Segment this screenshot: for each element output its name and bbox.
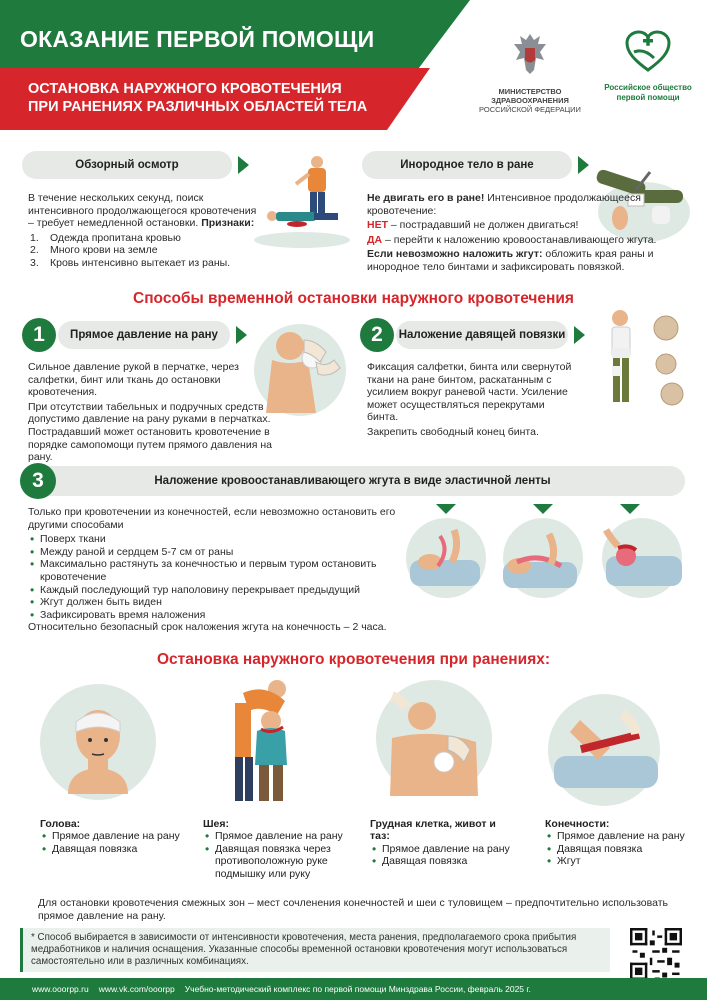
method-1-arrow-icon bbox=[236, 326, 247, 344]
poster-header bbox=[0, 0, 707, 135]
pressure-bandage-illustration bbox=[590, 308, 700, 420]
org-line-2: первой помощи bbox=[616, 93, 680, 102]
method-1-text bbox=[28, 361, 273, 466]
method-1-number: 1 bbox=[22, 318, 56, 352]
footer-site-link[interactable]: www.ooorpp.ru bbox=[32, 984, 89, 994]
list-item: • Зафиксировать время наложения bbox=[28, 609, 398, 622]
method-2-text bbox=[367, 361, 572, 441]
list-item: • Между раной и сердцем 5-7 см от раны bbox=[28, 546, 398, 559]
list-item: • Поверх ткани bbox=[28, 533, 398, 546]
tourniquet-rules-list bbox=[28, 533, 398, 621]
limb-wound-illustration bbox=[540, 690, 670, 810]
method-2-pill: Наложение давящей повязки bbox=[396, 321, 568, 349]
list-item: • Давящая повязка bbox=[545, 843, 685, 855]
heart-cross-logo-icon bbox=[624, 30, 672, 74]
poster-subtitle bbox=[28, 80, 408, 116]
footnote-text: * Способ выбирается в зависимости от интенсивности кровотечения, места ранения, предполагаемого срока прибытия медработников и наличия оснащения. Указанные способы временной остановки кровотечения могут использоваться самостоятельно или в различных комбинациях. bbox=[31, 932, 577, 967]
ministry-line-2: ЗДРАВООХРАНЕНИЯ bbox=[491, 96, 569, 105]
list-item: • Давящая повязка через противоположную руке подмышку или руку bbox=[203, 843, 358, 880]
zone-torso: Грудная клетка, живот и таз: • Прямое давление на рану • Давящая повязка bbox=[370, 818, 510, 868]
signs-list bbox=[28, 232, 260, 270]
list-item: • Прямое давление на рану bbox=[40, 830, 180, 842]
list-item: • Прямое давление на рану bbox=[545, 830, 685, 842]
foreign-body-text: Не двигать его в ране! Интенсивное продолжающееся кровотечение: НЕТ – пострадавший не должен двигаться! ДА – перейти к наложению кровоостанавливающего жгута. Если невозможно наложить жгут: обложить края раны и инородное тело бинтами и зафиксировать повязкой. bbox=[367, 192, 657, 273]
org-line-1: Российское общество bbox=[604, 83, 692, 92]
list-item: • Каждый последующий тур наполовину перекрывает предыдущий bbox=[28, 584, 398, 597]
method-1-pill: Прямое давление на рану bbox=[58, 321, 230, 349]
foreign-body-pill: Инородное тело в ране bbox=[362, 151, 572, 179]
method-2-number: 2 bbox=[360, 318, 394, 352]
list-item: • Жгут bbox=[545, 855, 685, 867]
foreign-warning: Не двигать его в ране! bbox=[367, 192, 485, 204]
junction-note: Для остановки кровотечения смежных зон – мест сочленения конечностей и шеи с туловищем – предпочтительно использовать прямое давление на рану. bbox=[38, 897, 668, 922]
zones-title: Остановка наружного кровотечения при ранениях: bbox=[156, 651, 551, 668]
method-2-paragraph-1: Фиксация салфетки, бинта или свернутой ткани на ране бинтом, раскатанным с усилием вокруг раневой части. Усиление может осуществляться перекрутами бинта. bbox=[367, 361, 572, 424]
method-3-text bbox=[28, 506, 398, 636]
method-2-arrow-icon bbox=[574, 326, 585, 344]
poster-title: ОКАЗАНИЕ ПЕРВОЙ ПОМОЩИ bbox=[20, 26, 375, 52]
foreign-body-arrow-icon bbox=[578, 156, 589, 174]
overview-arrow-icon bbox=[238, 156, 249, 174]
method-3-pill bbox=[20, 466, 685, 496]
method-1-paragraph-1: Сильное давление рукой в перчатке, через салфетки, бинт или ткань до остановки кровотечения. bbox=[28, 361, 239, 399]
footer-text: Учебно-методический комплекс по первой помощи Минздрава России, февраль 2025 г. bbox=[184, 984, 531, 994]
head-wound-illustration bbox=[38, 682, 158, 802]
no-label: НЕТ bbox=[367, 219, 388, 232]
qr-code-icon[interactable] bbox=[630, 928, 682, 980]
subtitle-line-2: ПРИ РАНЕНИЯХ РАЗЛИЧНЫХ ОБЛАСТЕЙ ТЕЛА bbox=[28, 99, 368, 115]
overview-pill: Обзорный осмотр bbox=[22, 151, 232, 179]
zone-head: Голова: • Прямое давление на рану • Давящая повязка bbox=[40, 818, 180, 855]
method-1-paragraph-2: При отсутствии табельных и подручных средств допустимо давление на рану руками в перчатках. Пострадавший может остановить кровотечение в порядке самопомощи путем прямого давления на рану. bbox=[28, 400, 272, 464]
eagle-emblem-icon bbox=[510, 30, 550, 78]
zone-limbs: Конечности: • Прямое давление на рану • Давящая повязка • Жгут bbox=[545, 818, 685, 868]
overview-text bbox=[28, 192, 260, 270]
list-item: 1. Одежда пропитана кровью bbox=[30, 231, 181, 244]
zone-neck: Шея: • Прямое давление на рану • Давящая повязка через противоположную руке подмышку или руку bbox=[203, 818, 358, 880]
tourniquet-step-2-illustration bbox=[495, 500, 590, 600]
list-item: 2. Много крови на земле bbox=[30, 244, 158, 257]
list-item: • Прямое давление на рану bbox=[370, 843, 510, 855]
ministry-line-3: РОССИЙСКОЙ ФЕДЕРАЦИИ bbox=[479, 105, 581, 114]
ministry-logo-block bbox=[470, 30, 590, 114]
list-item: • Давящая повязка bbox=[370, 855, 510, 867]
footer-bar bbox=[0, 978, 707, 1000]
rofa-logo-block bbox=[594, 30, 702, 103]
yes-label: ДА bbox=[367, 233, 383, 246]
subtitle-line-1: ОСТАНОВКА НАРУЖНОГО КРОВОТЕЧЕНИЯ bbox=[28, 81, 342, 97]
list-item: • Прямое давление на рану bbox=[203, 830, 358, 842]
overview-illustration bbox=[252, 150, 352, 250]
tourniquet-step-3-illustration bbox=[592, 500, 692, 600]
list-item: • Жгут должен быть виден bbox=[28, 596, 398, 609]
chest-wound-illustration bbox=[372, 676, 497, 801]
method-2-paragraph-2: Закрепить свободный конец бинта. bbox=[367, 425, 539, 438]
list-item: • Давящая повязка bbox=[40, 843, 180, 855]
methods-title: Способы временной остановки наружного кровотечения bbox=[133, 290, 574, 307]
overview-paragraph: В течение нескольких секунд, поиск интенсивного продолжающегося кровотечения – требует немедленной остановки. bbox=[28, 192, 257, 230]
footer-vk-link[interactable]: www.vk.com/ooorpp bbox=[98, 984, 175, 994]
ministry-line-1: МИНИСТЕРСТВО bbox=[498, 87, 562, 96]
method-3-number: 3 bbox=[20, 463, 56, 499]
method-3-pill-label: Наложение кровоостанавливающего жгута в виде эластичной ленты bbox=[154, 475, 551, 487]
signs-label: Признаки: bbox=[201, 217, 255, 230]
list-item: 3. Кровь интенсивно вытекает из раны. bbox=[30, 256, 231, 269]
no-tourniquet-label: Если невозможно наложить жгут: bbox=[367, 248, 543, 261]
tourniquet-step-1-illustration bbox=[400, 500, 495, 600]
method-3-intro: Только при кровотечении из конечностей, если невозможно остановить его другими способами bbox=[28, 506, 396, 531]
footnote-box bbox=[20, 928, 610, 972]
method-3-outro: Относительно безопасный срок наложения жгута на конечность – 2 часа. bbox=[28, 621, 387, 634]
list-item: • Максимально растянуть за конечностью и первым туром остановить кровотечение bbox=[28, 558, 398, 583]
neck-wound-illustration bbox=[205, 675, 315, 815]
